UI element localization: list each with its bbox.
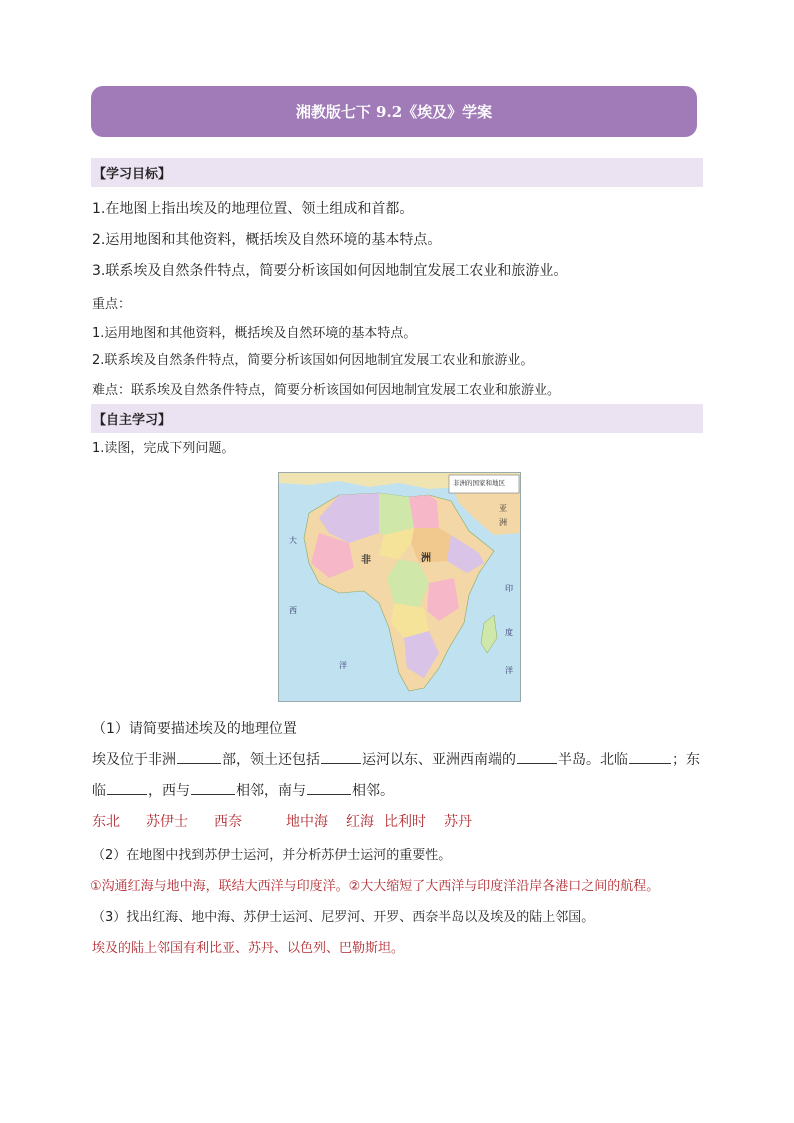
map-label-ya: 亚 — [499, 504, 507, 513]
map-label-zhou: 洲 — [421, 553, 431, 564]
section-header-self-study: 【自主学习】 — [91, 404, 703, 433]
difficulty-point: 难点：联系埃及自然条件特点，简要分析该国如何因地制宜发展工农业和旅游业。 — [92, 383, 561, 398]
answer-1-b: 苏伊士 — [146, 814, 188, 830]
fill-text-7: ，西与 — [148, 783, 190, 799]
question-1-intro: 1.读图，完成下列问题。 — [92, 441, 235, 456]
answer-1-f: 比利时 — [384, 814, 426, 830]
map-title: 非洲的国家和地区 — [453, 479, 505, 487]
map-label-du: 度 — [505, 628, 513, 637]
africa-map — [278, 472, 521, 702]
answer-1-e: 红海 — [346, 814, 374, 830]
question-1-1: （1）请简要描述埃及的地理位置 — [92, 721, 297, 737]
fill-text-4: 半岛。北临 — [558, 752, 628, 768]
section-header-goals: 【学习目标】 — [91, 158, 703, 187]
map-label-yin: 印 — [505, 584, 513, 593]
blank-1[interactable] — [177, 749, 221, 764]
goal-1: 1.在地图上指出埃及的地理位置、领土组成和首都。 — [92, 201, 414, 217]
fill-text-1: 埃及位于非洲 — [92, 752, 176, 768]
africa-map-svg — [279, 473, 521, 702]
answer-1-c: 西奈 — [214, 814, 242, 830]
map-label-fei: 非 — [361, 555, 371, 566]
map-country-egypt — [409, 495, 439, 528]
key-point-2: 2.联系埃及自然条件特点，简要分析该国如何因地制宜发展工农业和旅游业。 — [92, 353, 534, 368]
map-label-yang: 洋 — [339, 661, 347, 670]
fill-text-5: ；东 — [672, 752, 700, 768]
fill-line-2 — [92, 780, 394, 800]
blank-2[interactable] — [321, 749, 361, 764]
blank-6[interactable] — [191, 780, 235, 795]
map-country-sudan — [411, 528, 451, 563]
answer-1-d: 地中海 — [286, 814, 328, 830]
map-label-da: 大 — [289, 536, 297, 545]
key-points-label: 重点： — [92, 297, 132, 312]
blank-7[interactable] — [307, 780, 351, 795]
question-1-3: （3）找出红海、地中海、苏伊士运河、尼罗河、开罗、西奈半岛以及埃及的陆上邻国。 — [92, 910, 595, 925]
map-label-yang2: 洋 — [505, 666, 513, 675]
answer-2: ①沟通红海与地中海，联结大西洋与印度洋。②大大缩短了大西洋与印度洋沿岸各港口之间的航程。 — [90, 879, 660, 894]
key-point-1: 1.运用地图和其他资料，概括埃及自然环境的基本特点。 — [92, 326, 417, 341]
map-country-libya — [379, 493, 414, 535]
answers-1 — [92, 811, 498, 831]
map-label-xi: 西 — [289, 606, 297, 615]
blank-4[interactable] — [629, 749, 671, 764]
fill-text-2: 部，领土还包括 — [222, 752, 320, 768]
fill-text-8: 相邻，南与 — [236, 783, 306, 799]
goal-2: 2.运用地图和其他资料，概括埃及自然环境的基本特点。 — [92, 232, 442, 248]
answer-1-g: 苏丹 — [444, 814, 472, 830]
fill-line-1 — [92, 749, 700, 769]
document-title: 湘教版七下 9.2《埃及》学案 — [91, 86, 697, 137]
answer-1-a: 东北 — [92, 814, 120, 830]
answer-3: 埃及的陆上邻国有利比亚、苏丹、以色列、巴勒斯坦。 — [92, 941, 405, 956]
question-1-2: （2）在地图中找到苏伊士运河，并分析苏伊士运河的重要性。 — [92, 848, 452, 863]
fill-text-6: 临 — [92, 783, 106, 799]
fill-text-9: 相邻。 — [352, 783, 394, 799]
goal-3: 3.联系埃及自然条件特点，简要分析该国如何因地制宜发展工农业和旅游业。 — [92, 263, 568, 279]
fill-text-3: 运河以东、亚洲西南端的 — [362, 752, 516, 768]
blank-5[interactable] — [107, 780, 147, 795]
blank-3[interactable] — [517, 749, 557, 764]
map-label-asia-zhou: 洲 — [499, 518, 507, 527]
